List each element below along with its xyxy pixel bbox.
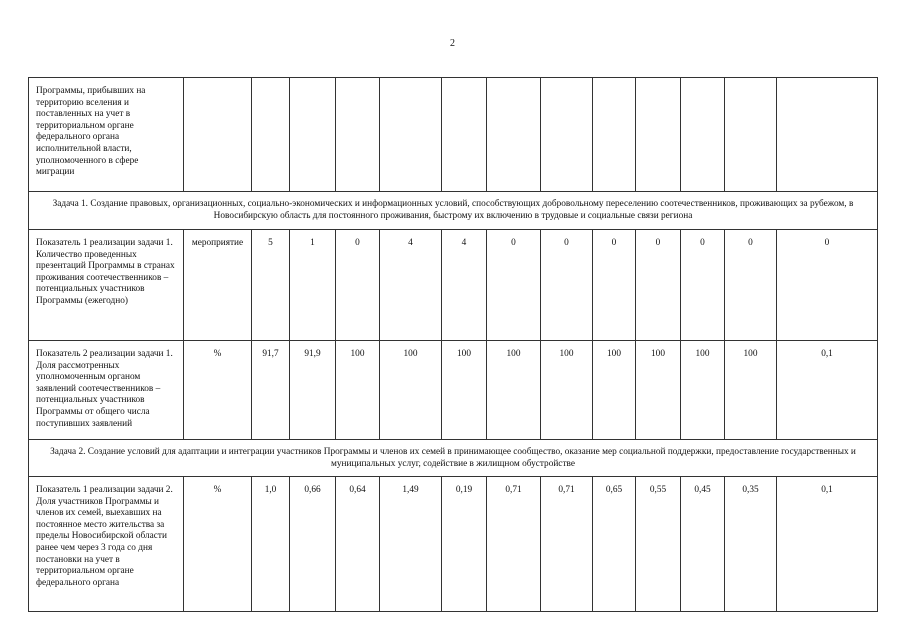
value-cell bbox=[290, 78, 336, 192]
value-cell bbox=[636, 78, 681, 192]
value-cell: 100 bbox=[336, 341, 380, 440]
value-cell: 100 bbox=[541, 341, 593, 440]
value-cell: 100 bbox=[593, 341, 636, 440]
value-cell: 0,64 bbox=[336, 477, 380, 612]
value-cell bbox=[681, 78, 725, 192]
value-cell: 0,55 bbox=[636, 477, 681, 612]
value-cell: 0 bbox=[336, 230, 380, 341]
value-cell: 0,45 bbox=[681, 477, 725, 612]
value-cell: 100 bbox=[442, 341, 487, 440]
value-cell: 0,1 bbox=[777, 341, 878, 440]
value-cell: 1 bbox=[290, 230, 336, 341]
value-cell: 4 bbox=[442, 230, 487, 341]
value-cell: 100 bbox=[636, 341, 681, 440]
task-heading: Задача 1. Создание правовых, организационных, социально-экономических и информационных условий, способствующих добровольному переселению соотечественников, проживающих за рубежом, в Новосибирскую область для постоянного проживания, быстрому их включению в трудовые и социальные связи региона bbox=[29, 192, 878, 230]
unit-cell: мероприятие bbox=[184, 230, 252, 341]
unit-cell: % bbox=[184, 477, 252, 612]
value-cell: 0 bbox=[487, 230, 541, 341]
table-row bbox=[29, 230, 878, 341]
table-row bbox=[29, 78, 878, 192]
indicators-table bbox=[28, 77, 878, 612]
value-cell: 0 bbox=[541, 230, 593, 341]
value-cell: 100 bbox=[725, 341, 777, 440]
table-row bbox=[29, 341, 878, 440]
value-cell: 0,65 bbox=[593, 477, 636, 612]
value-cell: 91,7 bbox=[252, 341, 290, 440]
unit-cell bbox=[184, 78, 252, 192]
indicator-label: Показатель 2 реализации задачи 1. Доля рассмотренных уполномоченным органом заявлений соотечественников – потенциальных участников Программы от общего числа поступивших заявлений bbox=[29, 341, 184, 440]
indicator-label: Программы, прибывших на территорию вселения и поставленных на учет в территориальном органе федерального органа исполнительной власти, уполномоченного в сфере миграции bbox=[29, 78, 184, 192]
value-cell: 4 bbox=[380, 230, 442, 341]
table-row bbox=[29, 440, 878, 477]
value-cell bbox=[593, 78, 636, 192]
page-number: 2 bbox=[450, 38, 455, 49]
value-cell: 91,9 bbox=[290, 341, 336, 440]
value-cell bbox=[541, 78, 593, 192]
task-heading: Задача 2. Создание условий для адаптации и интеграции участников Программы и членов их семей в принимающее сообщество, оказание мер социальной поддержки, предоставление государственных и муниципальных услуг, содействие в жилищном обустройстве bbox=[29, 440, 878, 477]
value-cell bbox=[252, 78, 290, 192]
value-cell bbox=[725, 78, 777, 192]
value-cell bbox=[777, 78, 878, 192]
value-cell bbox=[487, 78, 541, 192]
value-cell: 100 bbox=[681, 341, 725, 440]
value-cell bbox=[336, 78, 380, 192]
value-cell: 0 bbox=[681, 230, 725, 341]
value-cell: 0,71 bbox=[487, 477, 541, 612]
value-cell: 0 bbox=[593, 230, 636, 341]
value-cell: 1,49 bbox=[380, 477, 442, 612]
value-cell: 1,0 bbox=[252, 477, 290, 612]
value-cell: 100 bbox=[487, 341, 541, 440]
value-cell bbox=[380, 78, 442, 192]
value-cell: 0,35 bbox=[725, 477, 777, 612]
value-cell: 0,71 bbox=[541, 477, 593, 612]
value-cell: 0,1 bbox=[777, 477, 878, 612]
value-cell: 0,66 bbox=[290, 477, 336, 612]
value-cell: 100 bbox=[380, 341, 442, 440]
value-cell: 0 bbox=[725, 230, 777, 341]
value-cell: 0,19 bbox=[442, 477, 487, 612]
indicator-label: Показатель 1 реализации задачи 1. Количество проведенных презентаций Программы в странах проживания соотечественников – потенциальных участников Программы (ежегодно) bbox=[29, 230, 184, 341]
value-cell: 5 bbox=[252, 230, 290, 341]
table-row bbox=[29, 192, 878, 230]
value-cell: 0 bbox=[777, 230, 878, 341]
value-cell: 0 bbox=[636, 230, 681, 341]
value-cell bbox=[442, 78, 487, 192]
table-row bbox=[29, 477, 878, 612]
indicator-label: Показатель 1 реализации задачи 2. Доля участников Программы и членов их семей, выехавших на постоянное место жительства за пределы Новосибирской области ранее чем через 3 года со дня постановки на учет в территориальном органе федерального органа bbox=[29, 477, 184, 612]
unit-cell: % bbox=[184, 341, 252, 440]
